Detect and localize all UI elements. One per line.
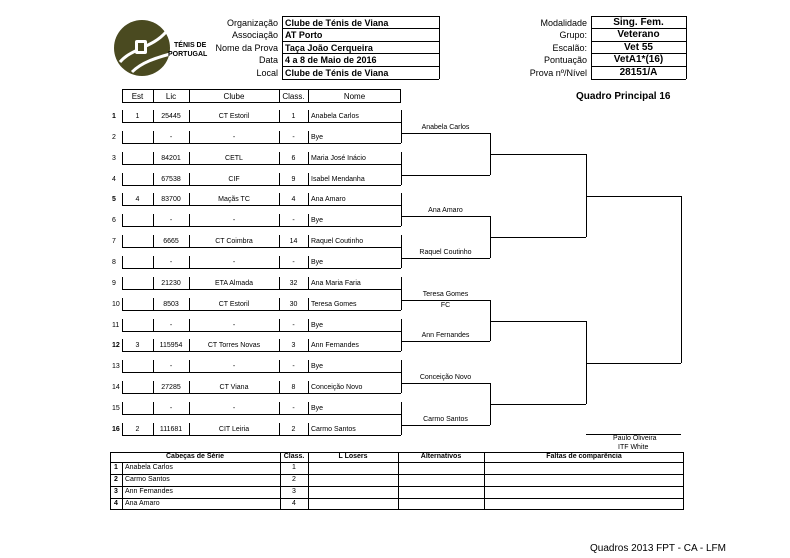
r2-winner-name: Anabela Carlos — [421, 124, 470, 131]
entry-clube: CT Estoril — [218, 113, 250, 120]
entry-lic: 115954 — [159, 342, 183, 349]
entry-class: - — [292, 259, 295, 266]
entry-col-separator — [279, 360, 280, 372]
seeds-table — [110, 452, 684, 510]
label-pontuacao: Pontuação — [543, 55, 587, 65]
seeds-header-losers: L Losers — [338, 453, 368, 460]
seed-number: 4 — [114, 500, 118, 507]
entry-underline — [122, 268, 401, 269]
entry-col-separator — [308, 110, 309, 122]
entry-class: 4 — [291, 196, 296, 203]
entry-col-separator — [153, 423, 154, 435]
entry-nome: Conceição Novo — [311, 384, 363, 391]
entry-col-separator — [189, 319, 190, 331]
seed-name: Carmo Santos — [125, 476, 170, 483]
entry-col-separator — [153, 277, 154, 289]
entry-lic: - — [169, 405, 173, 412]
value-grupo: Veterano — [617, 29, 660, 40]
entry-col-separator — [308, 402, 309, 414]
entry-class: - — [292, 363, 295, 370]
entry-col-separator — [279, 381, 280, 393]
entry-col-separator — [401, 235, 402, 247]
entry-clube: ETA Almada — [214, 280, 253, 287]
entry-lic: 67538 — [161, 176, 181, 183]
entry-est: 1 — [135, 113, 140, 120]
entry-col-separator — [122, 152, 123, 164]
bracket-r4-line — [586, 363, 681, 364]
entry-col-separator — [279, 319, 280, 331]
logo-text-line1: TÉNIS DE — [174, 42, 207, 49]
entry-col-separator — [153, 339, 154, 351]
entry-col-separator — [401, 110, 402, 122]
seed-number: 2 — [114, 476, 118, 483]
seeds-header-faltas: Faltas de comparência — [546, 453, 622, 460]
seed-name: Anabela Carlos — [125, 464, 173, 471]
entry-class: 8 — [291, 384, 296, 391]
entry-col-separator — [401, 402, 402, 414]
entry-class: - — [292, 217, 295, 224]
entry-col-separator — [189, 402, 190, 414]
bracket-r2-line — [401, 425, 490, 426]
entry-lic: - — [169, 259, 173, 266]
entry-col-separator — [122, 214, 123, 226]
entry-nome: Carmo Santos — [311, 426, 356, 433]
entry-col-separator — [122, 402, 123, 414]
referee-name: Paulo Oliveira — [613, 435, 657, 442]
entry-col-separator — [308, 193, 309, 205]
entry-col-separator — [122, 235, 123, 247]
bracket-r3-line — [490, 154, 586, 155]
entry-col-separator — [189, 360, 190, 372]
entry-nome: Ana Amaro — [311, 196, 346, 203]
entry-nome: Anabela Carlos — [311, 113, 359, 120]
seed-class: 3 — [292, 488, 296, 495]
entry-clube: - — [232, 363, 236, 370]
entry-clube: - — [232, 217, 236, 224]
entry-underline — [122, 435, 401, 436]
entry-col-separator — [308, 214, 309, 226]
seed-class: 4 — [292, 500, 296, 507]
seed-number: 1 — [114, 464, 118, 471]
entry-clube: CIF — [228, 176, 240, 183]
bracket-r2-line — [401, 300, 490, 301]
bracket-r2-line — [401, 216, 490, 217]
entry-lic: - — [169, 134, 173, 141]
bracket-r2-line — [401, 133, 490, 134]
ball-logo-icon — [112, 18, 172, 78]
entry-clube: CETL — [225, 155, 243, 162]
col-lic: Lic — [165, 92, 177, 101]
entry-col-separator — [153, 214, 154, 226]
entry-col-separator — [153, 173, 154, 185]
r2-winner-name: Ana Amaro — [428, 207, 463, 214]
value-organizacao: Clube de Ténis de Viana — [285, 18, 389, 28]
entry-number: 1 — [112, 113, 116, 120]
entry-col-separator — [308, 339, 309, 351]
entry-class: 9 — [291, 176, 296, 183]
entry-col-separator — [279, 235, 280, 247]
entry-lic: 21230 — [161, 280, 181, 287]
entry-number: 16 — [112, 426, 120, 433]
bracket-r3-line — [490, 404, 586, 405]
entry-col-separator — [189, 277, 190, 289]
entry-clube: - — [232, 322, 236, 329]
r2-winner-name: Raquel Coutinho — [419, 249, 472, 256]
entry-nome: Raquel Coutinho — [311, 238, 364, 245]
entry-lic: 27285 — [161, 384, 181, 391]
entry-nome: Bye — [311, 322, 324, 329]
entry-number: 7 — [112, 238, 116, 245]
entry-col-separator — [122, 381, 123, 393]
entry-col-separator — [279, 298, 280, 310]
entry-col-separator — [153, 402, 154, 414]
tenis-portugal-logo — [112, 18, 220, 80]
entry-class: - — [292, 405, 295, 412]
entry-col-separator — [401, 152, 402, 164]
entry-col-separator — [279, 277, 280, 289]
bracket-r4-line — [586, 196, 681, 197]
entry-nome: Ana Maria Faria — [311, 280, 361, 287]
logo-text-line2: PORTUGAL — [168, 51, 208, 58]
entry-number: 6 — [112, 217, 116, 224]
entry-col-separator — [308, 423, 309, 435]
seed-name: Ana Amaro — [125, 500, 160, 507]
entry-col-separator — [279, 152, 280, 164]
referee-badge: ITF White — [618, 444, 649, 451]
label-organizacao: Organização — [226, 18, 278, 28]
entry-lic: 25445 — [161, 113, 181, 120]
r2-winner-name: Conceição Novo — [419, 374, 472, 381]
entry-col-separator — [122, 131, 123, 143]
entry-number: 14 — [112, 384, 120, 391]
label-associacao: Associação — [231, 30, 278, 40]
entry-nome: Bye — [311, 363, 324, 370]
value-nome-prova: Taça João Cerqueira — [285, 43, 373, 53]
entry-class: 6 — [291, 155, 296, 162]
entry-col-separator — [153, 193, 154, 205]
label-nome-prova: Nome da Prova — [215, 43, 278, 53]
entry-nome: Bye — [311, 259, 324, 266]
entry-est: 3 — [135, 342, 140, 349]
label-local: Local — [256, 68, 278, 78]
entry-lic: 8503 — [163, 301, 179, 308]
entry-col-separator — [122, 423, 123, 435]
entry-col-separator — [153, 131, 154, 143]
entry-col-separator — [308, 235, 309, 247]
entry-col-separator — [189, 131, 190, 143]
entry-col-separator — [308, 381, 309, 393]
seed-class: 2 — [292, 476, 296, 483]
entry-lic: - — [169, 217, 173, 224]
entry-col-separator — [279, 339, 280, 351]
entry-lic: 6665 — [163, 238, 179, 245]
entry-clube: - — [232, 405, 236, 412]
entry-col-separator — [189, 256, 190, 268]
entry-col-separator — [308, 152, 309, 164]
col-class: Class. — [282, 92, 305, 101]
entry-col-separator — [279, 214, 280, 226]
entry-col-separator — [122, 173, 123, 185]
seed-name: Ann Fernandes — [125, 488, 173, 495]
entry-underline — [122, 122, 401, 123]
entry-lic: - — [169, 322, 173, 329]
entry-clube: - — [232, 134, 236, 141]
entry-col-separator — [401, 319, 402, 331]
entry-col-separator — [308, 298, 309, 310]
entry-clube: CT Coimbra — [215, 238, 253, 245]
entry-col-separator — [189, 214, 190, 226]
col-clube: Clube — [223, 92, 245, 101]
entry-col-separator — [153, 298, 154, 310]
entry-col-separator — [189, 152, 190, 164]
entry-col-separator — [122, 339, 123, 351]
entry-clube: - — [232, 259, 236, 266]
entry-underline — [122, 289, 401, 290]
entry-col-separator — [279, 256, 280, 268]
value-data: 4 a 8 de Maio de 2016 — [285, 55, 377, 65]
entry-lic: 84201 — [161, 155, 181, 162]
entry-col-separator — [279, 173, 280, 185]
entry-underline — [122, 393, 401, 394]
seeds-header-cabecas: Cabeças de Série — [166, 453, 224, 460]
entry-col-separator — [153, 235, 154, 247]
entry-class: 1 — [291, 113, 296, 120]
entry-col-separator — [401, 193, 402, 205]
entry-col-separator — [308, 319, 309, 331]
entry-underline — [122, 351, 401, 352]
entry-col-separator — [153, 319, 154, 331]
seed-class: 1 — [292, 464, 296, 471]
entry-col-separator — [153, 256, 154, 268]
entry-lic: 83700 — [161, 196, 181, 203]
entry-col-separator — [279, 131, 280, 143]
entry-col-separator — [189, 235, 190, 247]
entry-underline — [122, 247, 401, 248]
entry-nome: Maria José Inácio — [311, 155, 366, 162]
entry-underline — [122, 185, 401, 186]
entry-col-separator — [189, 339, 190, 351]
entry-class: 2 — [291, 426, 296, 433]
entry-class: 14 — [289, 238, 298, 245]
entry-col-separator — [122, 193, 123, 205]
entry-nome: Bye — [311, 405, 324, 412]
value-prova-nivel: 28151/A — [619, 67, 658, 78]
value-associacao: AT Porto — [285, 30, 323, 40]
entry-underline — [122, 331, 401, 332]
entry-col-separator — [189, 110, 190, 122]
entry-class: 3 — [291, 342, 296, 349]
entry-number: 2 — [112, 134, 116, 141]
col-nome: Nome — [343, 92, 366, 101]
entry-col-separator — [279, 193, 280, 205]
entry-col-separator — [153, 152, 154, 164]
entry-col-separator — [279, 110, 280, 122]
entry-underline — [122, 143, 401, 144]
entry-lic: 111681 — [159, 426, 183, 433]
entry-col-separator — [122, 110, 123, 122]
entry-underline — [122, 310, 401, 311]
entry-col-separator — [401, 360, 402, 372]
entry-underline — [122, 205, 401, 206]
entry-col-separator — [189, 298, 190, 310]
entry-col-separator — [122, 319, 123, 331]
entry-clube: CT Viana — [219, 384, 249, 391]
label-escalao: Escalão: — [552, 43, 587, 53]
entry-number: 15 — [112, 405, 120, 412]
entry-col-separator — [189, 381, 190, 393]
entry-class: - — [292, 134, 295, 141]
label-prova-nivel: Prova nº/Nível — [529, 68, 587, 78]
bracket-r2-line — [401, 175, 490, 176]
entry-col-separator — [153, 381, 154, 393]
entry-clube: CIT Leiria — [218, 426, 250, 433]
label-data: Data — [258, 55, 278, 65]
entry-col-separator — [122, 256, 123, 268]
r2-winner-name: Carmo Santos — [423, 416, 468, 423]
entry-nome: Isabel Mendanha — [311, 176, 365, 183]
seeds-header-alternativos: Alternativos — [420, 453, 462, 460]
label-modalidade: Modalidade — [540, 18, 587, 28]
entry-nome: Teresa Gomes — [311, 301, 357, 308]
draw-title: Quadro Principal 16 — [576, 91, 671, 102]
entry-col-separator — [122, 298, 123, 310]
entry-number: 10 — [112, 301, 120, 308]
entry-col-separator — [279, 423, 280, 435]
entry-col-separator — [189, 193, 190, 205]
entry-col-separator — [189, 173, 190, 185]
entry-col-separator — [308, 256, 309, 268]
entry-clube: Maçãs TC — [218, 196, 250, 203]
bracket-r3-line — [490, 237, 586, 238]
entry-col-separator — [122, 277, 123, 289]
entry-number: 13 — [112, 363, 120, 370]
entry-number: 9 — [112, 280, 116, 287]
entry-nome: Bye — [311, 134, 324, 141]
entry-clube: CT Estoril — [218, 301, 250, 308]
value-local: Clube de Ténis de Viana — [285, 68, 389, 78]
col-est: Est — [131, 92, 144, 101]
entry-number: 11 — [112, 322, 120, 329]
entry-class: 32 — [289, 280, 298, 287]
entry-col-separator — [153, 110, 154, 122]
bracket-final-connector — [681, 196, 682, 363]
r2-winner-name: Teresa Gomes — [422, 291, 469, 298]
entry-col-separator — [122, 360, 123, 372]
entry-underline — [122, 226, 401, 227]
entry-est: 4 — [135, 196, 140, 203]
entry-class: 30 — [289, 301, 298, 308]
entry-col-separator — [308, 360, 309, 372]
bracket-r2-line — [401, 383, 490, 384]
bracket-r3-line — [490, 321, 586, 322]
entry-number: 3 — [112, 155, 116, 162]
footer-text: Quadros 2013 FPT - CA - LFM — [590, 543, 726, 554]
bracket-r2-line — [401, 258, 490, 259]
entry-number: 12 — [112, 342, 120, 349]
label-grupo: Grupo: — [559, 30, 587, 40]
entry-nome: Ann Fernandes — [311, 342, 359, 349]
entry-est: 2 — [135, 426, 140, 433]
r2-winner-name: Ann Fernandes — [421, 332, 470, 339]
value-pontuacao: VetA1*(16) — [613, 54, 664, 65]
entry-nome: Bye — [311, 217, 324, 224]
r2-score: FC — [440, 302, 451, 309]
value-modalidade: Sing. Fem. — [613, 17, 664, 28]
entry-underline — [122, 372, 401, 373]
bracket-r2-line — [401, 341, 490, 342]
entry-number: 8 — [112, 259, 116, 266]
entry-clube: CT Torres Novas — [207, 342, 261, 349]
entry-underline — [122, 414, 401, 415]
entry-number: 5 — [112, 196, 116, 203]
entry-col-separator — [308, 131, 309, 143]
entry-col-separator — [189, 423, 190, 435]
entry-col-separator — [308, 173, 309, 185]
entry-col-separator — [153, 360, 154, 372]
entry-class: - — [292, 322, 295, 329]
entry-number: 4 — [112, 176, 116, 183]
entry-col-separator — [308, 277, 309, 289]
entry-col-separator — [279, 402, 280, 414]
seeds-header-class: Class. — [283, 453, 305, 460]
entry-lic: - — [169, 363, 173, 370]
entry-col-separator — [401, 277, 402, 289]
seed-number: 3 — [114, 488, 118, 495]
value-escalao: Vet 55 — [624, 42, 653, 53]
entry-underline — [122, 164, 401, 165]
